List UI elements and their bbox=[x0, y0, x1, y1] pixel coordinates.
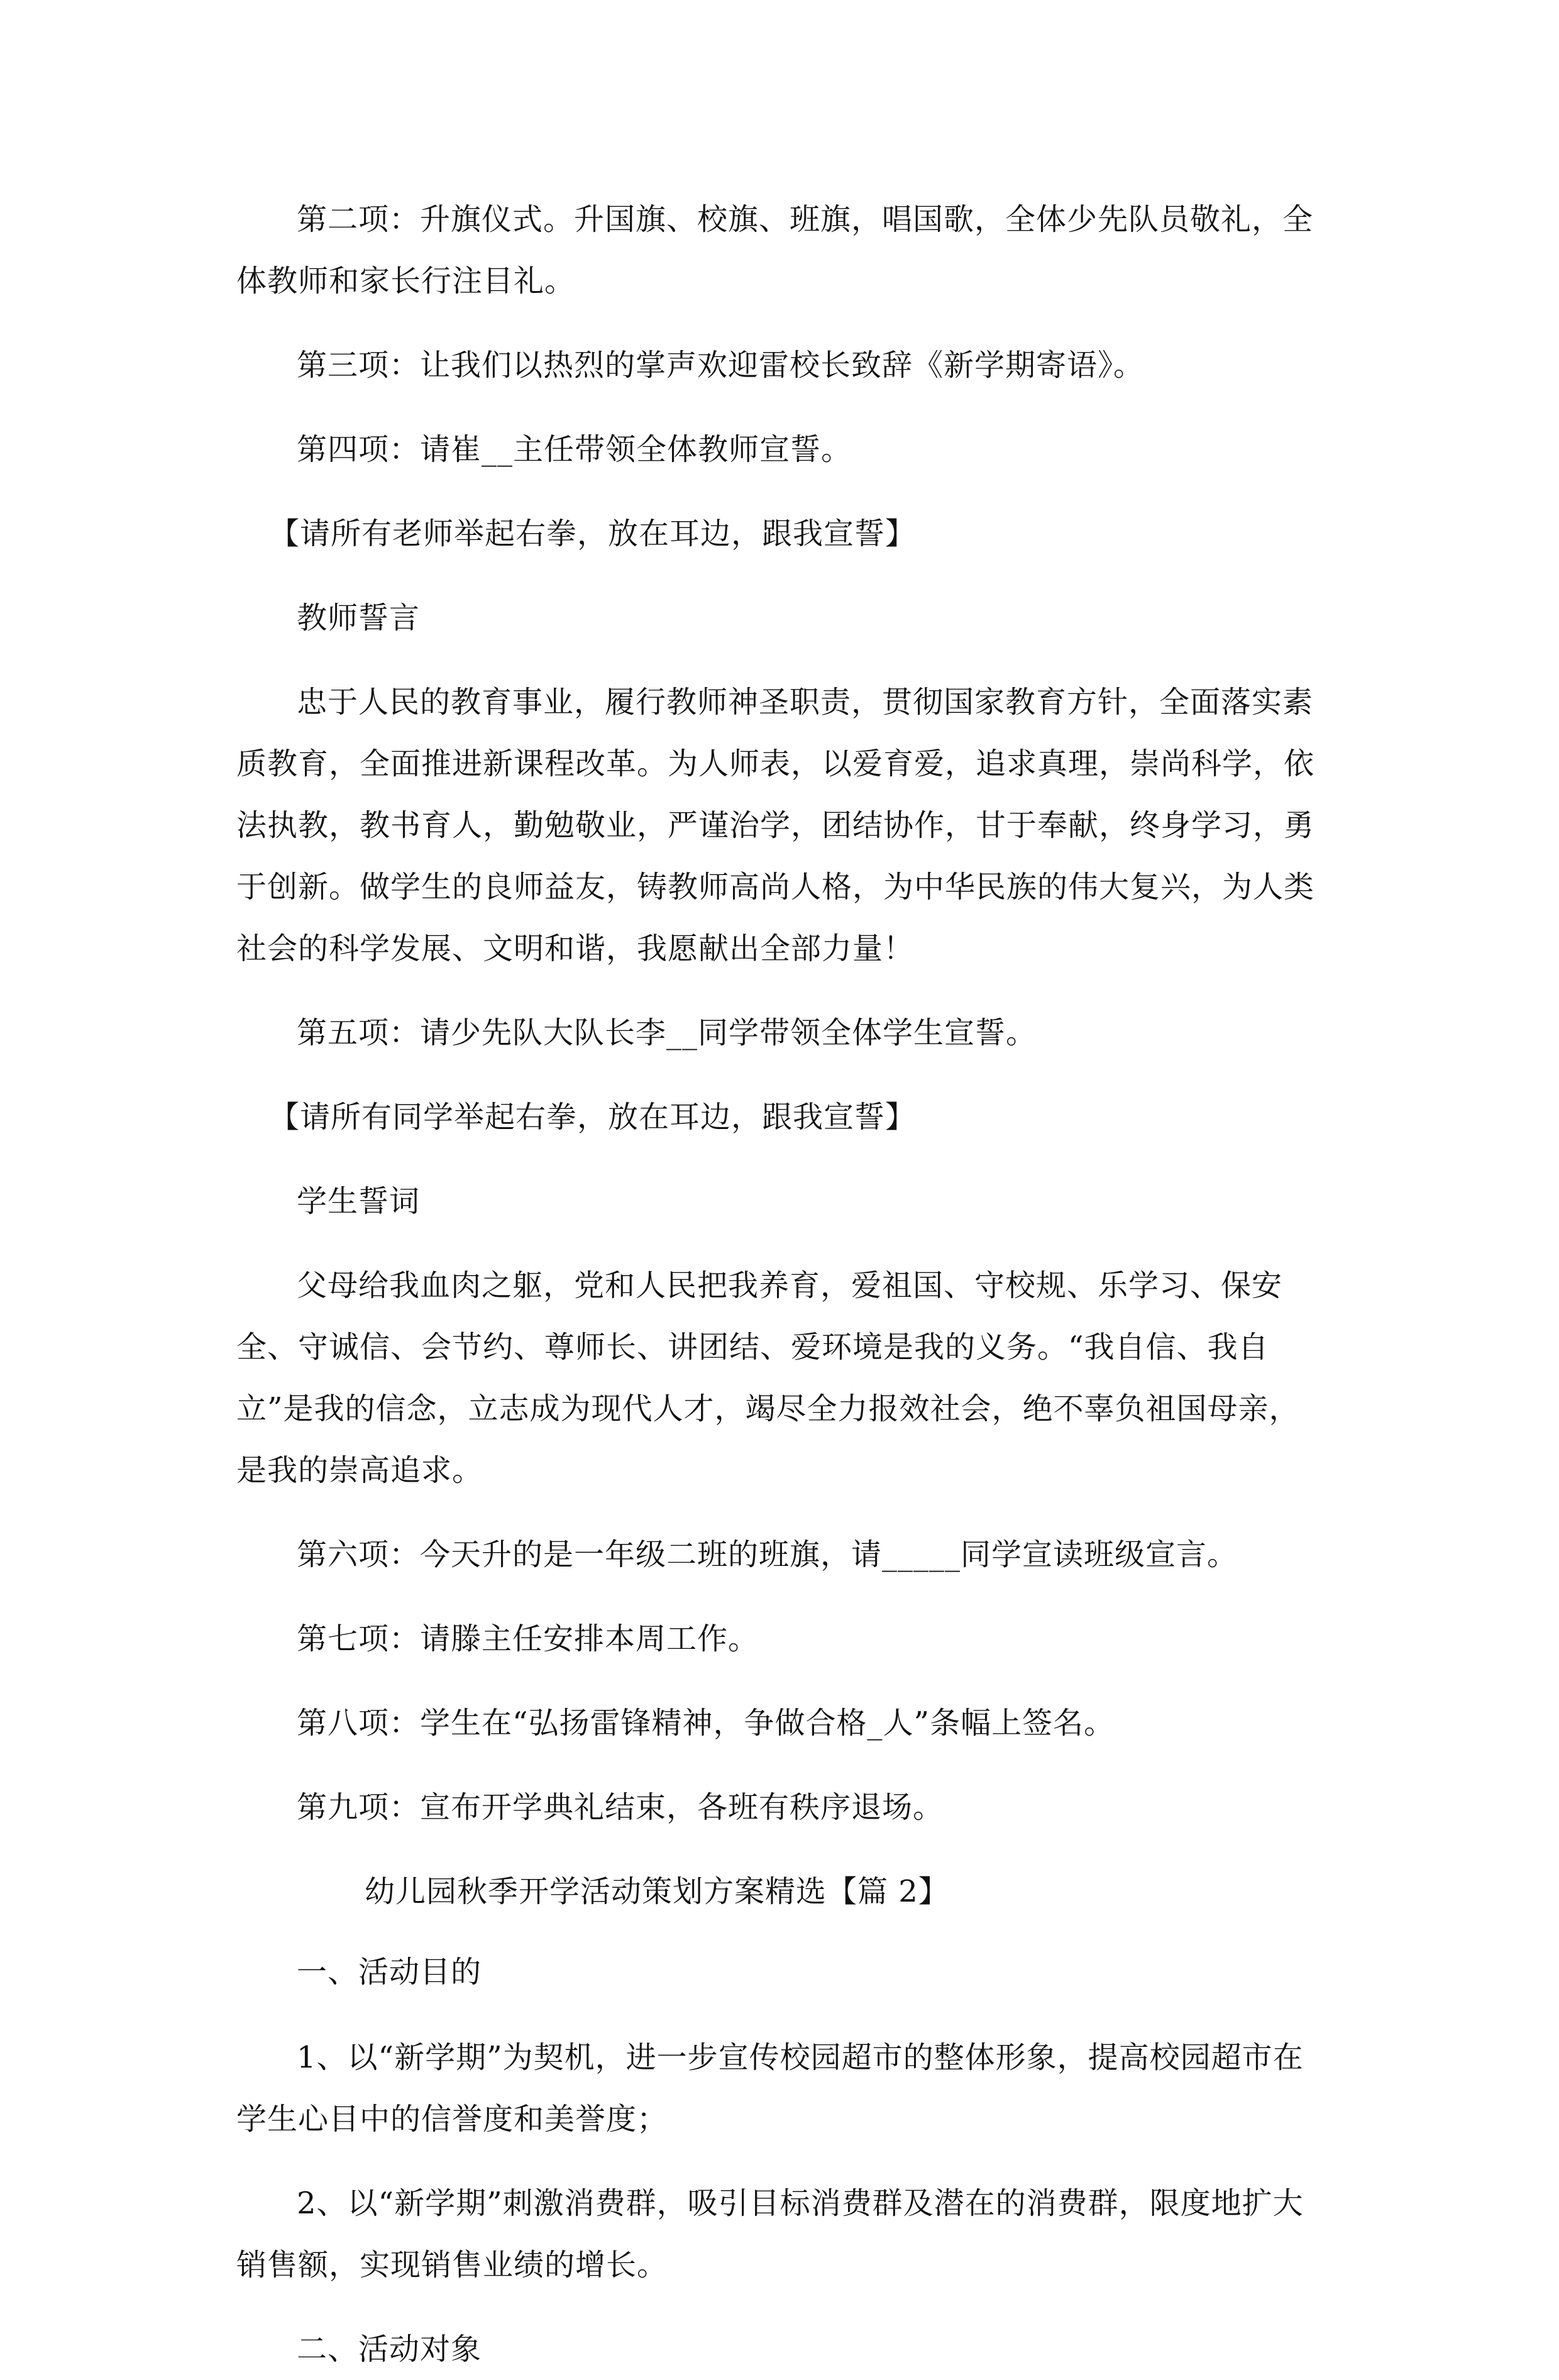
activity-goal-2: 2、以“新学期”刺激消费群，吸引目标消费群及潜在的消费群，限度地扩大销售额，实现销售业绩的增长。 bbox=[236, 2186, 1304, 2283]
activity-goal-heading: 一、活动目的 bbox=[297, 1954, 482, 1990]
student-oath-instruction: 【请所有同学举起右拳，放在耳边，跟我宣誓】 bbox=[269, 1099, 917, 1135]
paragraph-item-6-class-flag: 第六项：今天升的是一年级二班的班旗，请_____同学宣读班级宣言。 bbox=[297, 1537, 1238, 1572]
teacher-oath-title: 教师誓言 bbox=[297, 600, 421, 636]
paragraph-item-8-signature: 第八项：学生在“弘扬雷锋精神，争做合格_人”条幅上签名。 bbox=[297, 1705, 1115, 1741]
paragraph-item-2-ceremony: 第二项：升旗仪式。升国旗、校旗、班旗，唱国歌，全体少先队员敬礼，全体教师和家长行注目礼。 bbox=[236, 202, 1314, 299]
paragraph-item-3-principal-speech: 第三项：让我们以热烈的掌声欢迎雷校长致辞《新学期寄语》。 bbox=[297, 348, 1145, 383]
teacher-oath-text: 忠于人民的教育事业，履行教师神圣职责，贯彻国家教育方针，全面落实素质教育，全面推进新课程改革。为人师表，以爱育爱，追求真理，崇尚科学，依法执教，教书育人，勤勉敬业，严谨治学，团结协作，甘于奉献，终身学习，勇于创新。做学生的良师益友，铸教师高尚人格，为中华民族的伟大复兴，为人类社会的科学发展、文明和谐，我愿献出全部力量！ bbox=[236, 685, 1315, 966]
activity-target-heading: 二、活动对象 bbox=[297, 2332, 482, 2367]
section-title: 幼儿园秋季开学活动策划方案精选【篇 2】 bbox=[365, 1874, 949, 1909]
paragraph-item-9-closing: 第九项：宣布开学典礼结束，各班有秩序退场。 bbox=[297, 1790, 944, 1825]
paragraph-item-4-teacher-oath: 第四项：请崔__主任带领全体教师宣誓。 bbox=[297, 432, 852, 467]
document-content bbox=[236, 189, 1323, 2380]
student-oath-title: 学生誓词 bbox=[297, 1184, 421, 1219]
student-oath-text: 父母给我血肉之躯，党和人民把我养育，爱祖国、守校规、乐学习、保安全、守诚信、会节约、尊师长、讲团结、爱环境是我的义务。“我自信、我自立”是我的信念，立志成为现代人才，竭尽全力报效社会，绝不辜负祖国母亲，是我的崇高追求。 bbox=[236, 1268, 1300, 1488]
paragraph-item-7-weekly-work: 第七项：请滕主任安排本周工作。 bbox=[297, 1621, 759, 1656]
paragraph-item-5-student-oath: 第五项：请少先队大队长李__同学带领全体学生宣誓。 bbox=[297, 1015, 1037, 1050]
teacher-oath-instruction: 【请所有老师举起右拳，放在耳边，跟我宣誓】 bbox=[269, 516, 917, 551]
activity-goal-1: 1、以“新学期”为契机，进一步宣传校园超市的整体形象，提高校园超市在学生心目中的信誉度和美誉度； bbox=[236, 2040, 1304, 2137]
